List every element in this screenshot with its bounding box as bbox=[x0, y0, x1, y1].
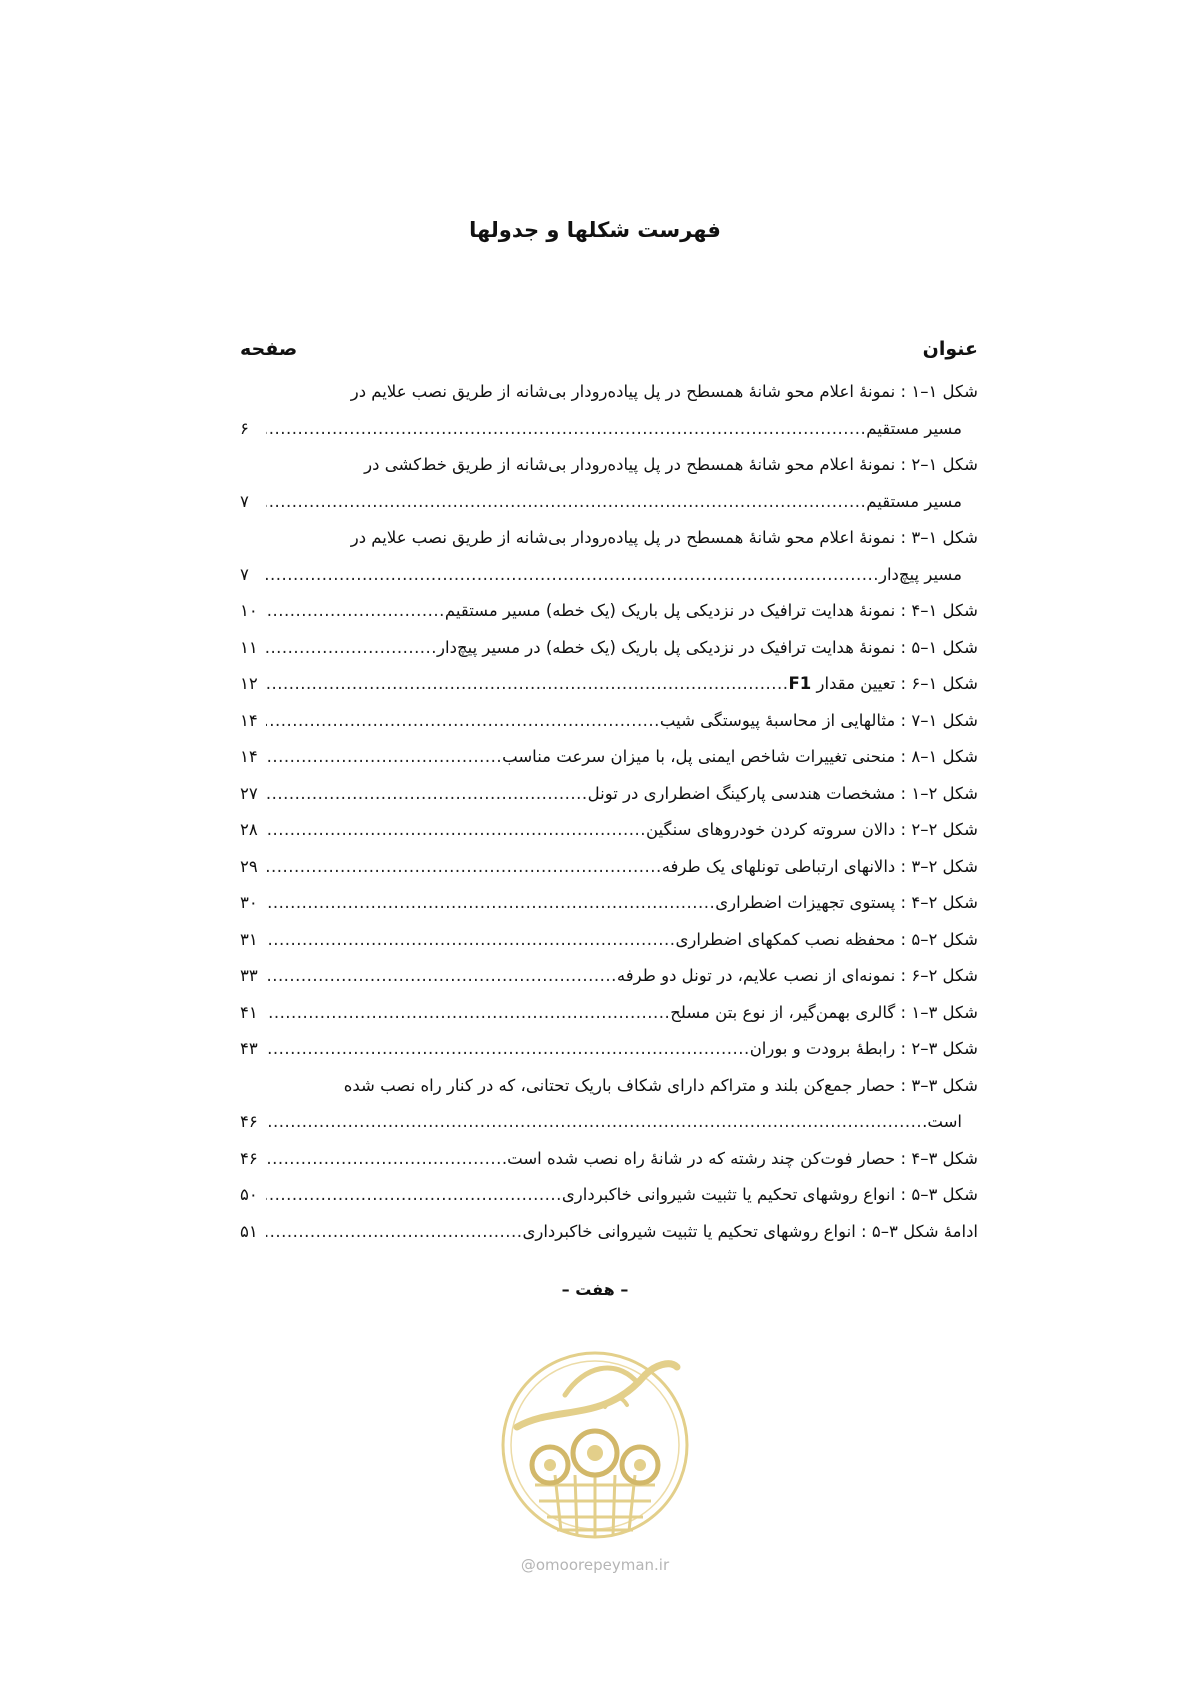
table-of-figures bbox=[240, 374, 978, 1250]
toc-entry-title: نمونۀ اعلام محو شانۀ همسطح در پل پیاده‌رودار بی‌شانه از طریق خط‌کشی در bbox=[364, 455, 896, 474]
toc-entry[interactable] bbox=[240, 922, 978, 959]
toc-entry-title: شکل ۲–۴ : پستوی تجهیزات اضطراری bbox=[715, 893, 978, 912]
toc-entry[interactable] bbox=[240, 776, 978, 813]
toc-entry-page: ۷ bbox=[240, 491, 249, 511]
toc-entry-prefix: شکل ۳–۲ : bbox=[895, 1039, 978, 1058]
dot-leader bbox=[266, 411, 866, 448]
toc-entry-line bbox=[240, 666, 978, 703]
toc-entry-line bbox=[240, 1177, 978, 1214]
toc-entry-bold-term: F1 bbox=[788, 674, 812, 693]
toc-entry-title: ادامۀ شکل ۳–۵ : انواع روشهای تحکیم یا تثبیت شیروانی خاکبرداری bbox=[522, 1221, 978, 1241]
toc-entry-prefix: شکل ۲–۴ : bbox=[895, 893, 978, 912]
toc-entry[interactable] bbox=[240, 1031, 978, 1068]
toc-entry-line bbox=[240, 922, 978, 959]
toc-entry-title-continued: است. bbox=[922, 1112, 962, 1131]
toc-entry-prefix: شکل ۱–۸ : bbox=[895, 747, 978, 766]
toc-entry-page: ۱۰ bbox=[240, 601, 258, 620]
toc-entry-title: شکل ۱–۵ : نمونۀ هدایت ترافیک در نزدیکی پل باریک (یک خطه) در مسیر پیچ‌دار bbox=[437, 637, 978, 657]
toc-entry-prefix: شکل ۱–۱ : bbox=[895, 382, 978, 401]
toc-entry[interactable] bbox=[240, 1214, 978, 1251]
toc-entry[interactable] bbox=[240, 630, 978, 667]
dot-leader bbox=[266, 593, 445, 630]
toc-entry-page: ۴۱ bbox=[240, 1002, 258, 1022]
toc-entry-page: ۶ bbox=[240, 418, 249, 438]
toc-entry-line bbox=[240, 1141, 978, 1178]
toc-entry[interactable] bbox=[240, 739, 978, 776]
toc-entry[interactable] bbox=[240, 812, 978, 849]
dot-leader bbox=[266, 922, 675, 959]
toc-entry-title: شکل ۱–۷ : مثالهایی از محاسبۀ پیوستگی شیب bbox=[659, 710, 978, 730]
toc-entry-prefix: شکل ۲–۲ : bbox=[895, 820, 978, 839]
toc-entry-line bbox=[240, 812, 978, 849]
toc-entry-line bbox=[240, 1068, 978, 1105]
toc-entry-page: ۲۸ bbox=[240, 820, 258, 839]
omoore-peyman-seal-watermark bbox=[495, 1335, 695, 1555]
toc-entry[interactable] bbox=[240, 666, 978, 703]
toc-entry-page: ۵۱ bbox=[240, 1221, 258, 1241]
toc-entry-title: شکل ۳–۲ : رابطۀ برودت و بوران bbox=[749, 1039, 978, 1058]
toc-entry-title: شکل ۳–۵ : انواع روشهای تحکیم یا تثبیت شیروانی خاکبرداری bbox=[561, 1185, 978, 1204]
toc-entry-prefix: شکل ۱–۶ : bbox=[895, 674, 978, 693]
dot-leader bbox=[266, 958, 617, 995]
toc-entry-page: ۳۰ bbox=[240, 893, 258, 912]
toc-entry[interactable] bbox=[240, 447, 978, 520]
toc-entry[interactable] bbox=[240, 995, 978, 1032]
dot-leader bbox=[266, 484, 866, 521]
toc-entry-page: ۲۹ bbox=[240, 856, 258, 876]
toc-entry-title-continued: مسیر مستقیم bbox=[866, 418, 962, 438]
dot-leader bbox=[266, 630, 437, 667]
dot-leader bbox=[266, 739, 502, 776]
dot-leader bbox=[266, 812, 646, 849]
toc-entry-title: شکل ۱–۴ : نمونۀ هدایت ترافیک در نزدیکی پل باریک (یک خطه) مسیر مستقیم bbox=[444, 601, 978, 620]
toc-entry-page: ۴۶ bbox=[240, 1148, 258, 1168]
column-header-title: عنوان bbox=[922, 338, 978, 360]
toc-entry-title: نمونۀ اعلام محو شانۀ همسطح در پل پیاده‌رودار بی‌شانه از طریق نصب علایم در bbox=[350, 382, 896, 401]
toc-entry-line bbox=[240, 776, 978, 813]
page-number-footer: – هفت – bbox=[561, 1280, 629, 1299]
toc-entry-line bbox=[240, 739, 978, 776]
toc-entry-prefix: شکل ۱–۵ : bbox=[895, 637, 978, 657]
toc-entry-line bbox=[240, 557, 978, 594]
dot-leader bbox=[266, 1214, 522, 1251]
toc-entry[interactable] bbox=[240, 1068, 978, 1141]
toc-entry-line bbox=[240, 995, 978, 1032]
toc-entry-page: ۲۷ bbox=[240, 783, 258, 803]
toc-entry-title: شکل ۲–۶ : نمونه‌ای از نصب علایم، در تونل دو طرفه bbox=[616, 966, 978, 985]
toc-entry-prefix: شکل ۱–۴ : bbox=[895, 601, 978, 620]
toc-entry-title: شکل ۲–۱ : مشخصات هندسی پارکینگ اضطراری در تونل bbox=[587, 783, 978, 803]
toc-entry-line bbox=[240, 703, 978, 740]
toc-entry-page: ۴۳ bbox=[240, 1039, 258, 1058]
toc-entry[interactable] bbox=[240, 1177, 978, 1214]
toc-entry-title: شکل ۳–۴ : حصار فوت‌کن چند رشته که در شانۀ راه نصب شده است. bbox=[501, 1148, 978, 1168]
toc-entry-prefix: شکل ۱–۷ : bbox=[895, 710, 978, 730]
toc-entry[interactable] bbox=[240, 885, 978, 922]
toc-entry-line bbox=[240, 520, 978, 557]
toc-entry-prefix: شکل ۱–۲ : bbox=[895, 455, 978, 474]
toc-entry-prefix: شکل ۳–۱ : bbox=[895, 1002, 978, 1022]
dot-leader bbox=[266, 703, 660, 740]
toc-entry-prefix: شکل ۲–۳ : bbox=[895, 856, 978, 876]
toc-entry-page: ۱۱ bbox=[240, 637, 258, 657]
toc-entry-line bbox=[240, 885, 978, 922]
dot-leader bbox=[266, 995, 670, 1032]
toc-entry-page: ۱۴ bbox=[240, 710, 258, 730]
toc-entry-page: ۱۲ bbox=[240, 674, 258, 693]
toc-entry-line bbox=[240, 593, 978, 630]
toc-entry-prefix: ادامۀ شکل ۳–۵ : bbox=[855, 1221, 978, 1241]
toc-entry-title: شکل ۲–۲ : دالان سروته کردن خودروهای سنگین bbox=[645, 820, 978, 839]
toc-entry-line bbox=[240, 447, 978, 484]
toc-entry[interactable] bbox=[240, 849, 978, 886]
toc-entry-title-continued: مسیر پیچ‌دار bbox=[878, 564, 962, 584]
toc-entry-prefix: شکل ۳–۳ : bbox=[895, 1075, 978, 1095]
toc-entry[interactable] bbox=[240, 374, 978, 447]
toc-entry-prefix: شکل ۳–۴ : bbox=[895, 1148, 978, 1168]
toc-entry[interactable] bbox=[240, 1141, 978, 1178]
dot-leader bbox=[266, 666, 789, 703]
toc-entry-page: ۳۱ bbox=[240, 929, 258, 949]
dot-leader bbox=[266, 885, 715, 922]
toc-entry-line bbox=[240, 484, 978, 521]
dot-leader bbox=[266, 557, 879, 594]
dot-leader bbox=[266, 1177, 562, 1214]
toc-entry-title: شکل ۱–۸ : منحنی تغییرات شاخص ایمنی پل، با میزان سرعت مناسب bbox=[502, 747, 978, 766]
toc-entry-title: حصار جمع‌کن بلند و متراکم دارای شکاف باریک تحتانی، که در کنار راه نصب شده bbox=[343, 1075, 896, 1095]
toc-entry-line bbox=[240, 849, 978, 886]
toc-entry-title: شکل ۱–۶ : تعیین مقدار F1 bbox=[788, 674, 978, 693]
toc-entry-prefix: شکل ۲–۱ : bbox=[895, 783, 978, 803]
toc-entry-prefix: شکل ۲–۶ : bbox=[895, 966, 978, 985]
toc-entry-title: شکل ۲–۳ : دالانهای ارتباطی تونلهای یک طرفه bbox=[661, 856, 978, 876]
toc-entry[interactable] bbox=[240, 593, 978, 630]
toc-entry-line bbox=[240, 1214, 978, 1251]
toc-entry-line bbox=[240, 1104, 978, 1141]
page-title: فهرست شکلها و جدولها bbox=[469, 218, 721, 242]
toc-entry-line bbox=[240, 1031, 978, 1068]
toc-entry-prefix: شکل ۱–۳ : bbox=[895, 528, 978, 547]
toc-entry-title: شکل ۳–۱ : گالری بهمن‌گیر، از نوع بتن مسلح bbox=[670, 1002, 978, 1022]
toc-entry-line bbox=[240, 374, 978, 411]
dot-leader bbox=[266, 1031, 750, 1068]
toc-entry-page: ۱۴ bbox=[240, 747, 258, 766]
toc-entry-prefix: شکل ۲–۵ : bbox=[895, 929, 978, 949]
toc-entry-line bbox=[240, 958, 978, 995]
toc-entry-prefix: شکل ۳–۵ : bbox=[895, 1185, 978, 1204]
toc-entry-line bbox=[240, 630, 978, 667]
dot-leader bbox=[266, 849, 662, 886]
toc-entry-page: ۳۳ bbox=[240, 966, 258, 985]
toc-entry[interactable] bbox=[240, 958, 978, 995]
dot-leader bbox=[266, 1141, 502, 1178]
toc-entry-title: نمونۀ اعلام محو شانۀ همسطح در پل پیاده‌رودار بی‌شانه از طریق نصب علایم در bbox=[350, 528, 896, 547]
toc-entry-title-continued: مسیر مستقیم bbox=[866, 491, 962, 511]
toc-entry[interactable] bbox=[240, 520, 978, 593]
toc-entry-title: شکل ۲–۵ : محفظه نصب کمکهای اضطراری bbox=[675, 929, 978, 949]
toc-entry-line bbox=[240, 411, 978, 448]
dot-leader bbox=[266, 1104, 922, 1141]
toc-entry-page: ۴۶ bbox=[240, 1112, 258, 1131]
toc-entry[interactable] bbox=[240, 703, 978, 740]
column-header-page: صفحه bbox=[240, 338, 298, 360]
watermark-url: @omoorepeyman.ir bbox=[520, 1556, 670, 1574]
dot-leader bbox=[266, 776, 588, 813]
toc-entry-page: ۵۰ bbox=[240, 1185, 258, 1204]
toc-entry-page: ۷ bbox=[240, 564, 249, 584]
